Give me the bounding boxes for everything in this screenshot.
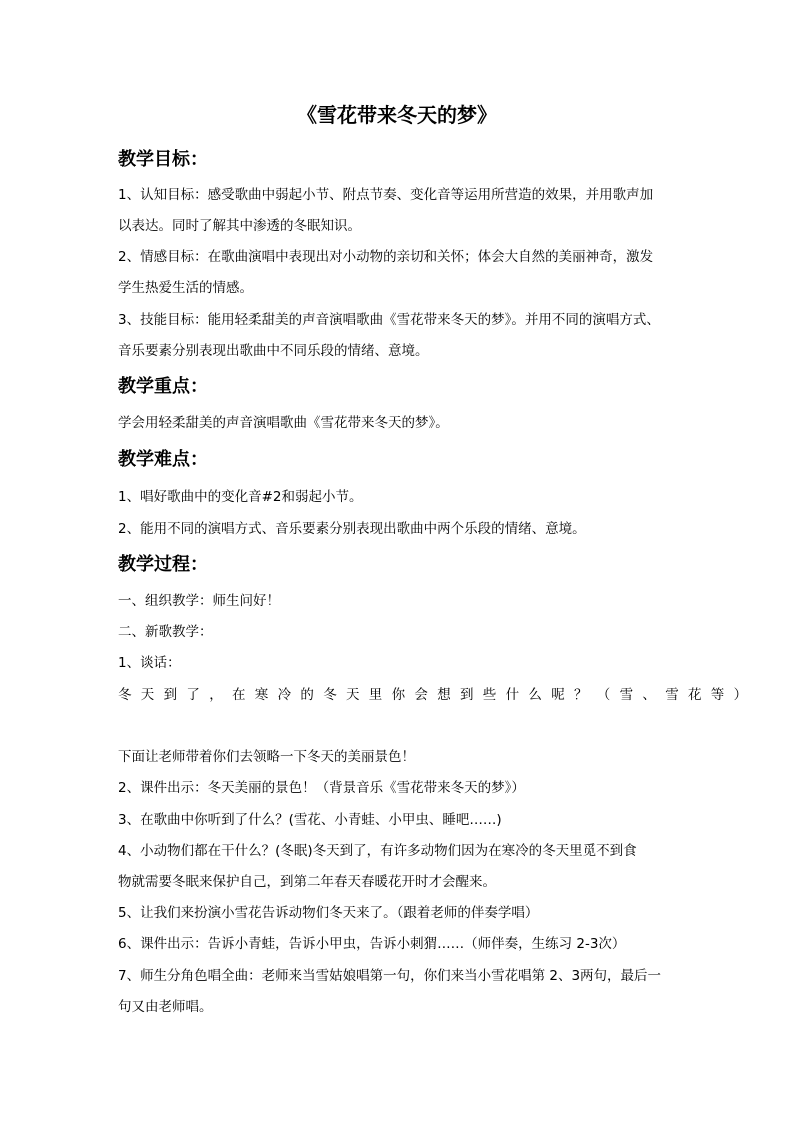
difficulty-2: 2、能用不同的演唱方式、音乐要素分别表现出歌曲中两个乐段的情绪、意境。 bbox=[118, 521, 586, 537]
key-point-1: 学会用轻柔甜美的声音演唱歌曲《雪花带来冬天的梦》。 bbox=[118, 415, 449, 431]
process-sing-line-2: 句又由老师唱。 bbox=[118, 999, 213, 1015]
process-step-2: 二、新歌教学： bbox=[118, 624, 213, 640]
goal-2-line-1: 2、情感目标：在歌曲演唱中表现出对小动物的亲切和关怀；体会大自然的美丽神奇，激发 bbox=[118, 249, 654, 265]
process-courseware-2: 6、课件出示：告诉小青蛙，告诉小甲虫，告诉小刺猬……（师伴奏，生练习 2-3次） bbox=[118, 936, 626, 952]
process-role-play: 5、让我们来扮演小雪花告诉动物们冬天来了。（跟着老师的伴奏学唱） bbox=[118, 905, 539, 921]
heading-teaching-goals: 教学目标： bbox=[118, 149, 208, 170]
document-title: 《雪花带来冬天的梦》 bbox=[297, 103, 497, 127]
goal-3-line-2: 音乐要素分别表现出歌曲中不同乐段的情绪、意境。 bbox=[118, 343, 429, 359]
process-step-1: 一、组织教学：师生问好！ bbox=[118, 593, 280, 609]
heading-key-points: 教学重点： bbox=[118, 376, 208, 397]
goal-1-line-2: 以表达。同时了解其中渗透的冬眠知识。 bbox=[118, 218, 361, 234]
process-step-3: 1、谈话： bbox=[118, 655, 181, 671]
process-hibernation-line-2: 物就需要冬眠来保护自己，到第二年春天春暖花开时才会醒来。 bbox=[118, 874, 496, 890]
process-sing-line-1: 7、师生分角色唱全曲：老师来当雪姑娘唱第一句，你们来当小雪花唱第 2、3两句，最后一 bbox=[118, 968, 662, 984]
goal-2-line-2: 学生热爱生活的情感。 bbox=[118, 280, 253, 296]
goal-1-line-1: 1、认知目标：感受歌曲中弱起小节、附点节奏、变化音等运用所营造的效果，并用歌声加 bbox=[118, 187, 654, 203]
goal-3-line-1: 3、技能目标：能用轻柔甜美的声音演唱歌曲《雪花带来冬天的梦》。并用不同的演唱方式、 bbox=[118, 312, 660, 328]
process-hibernation-line-1: 4、小动物们都在干什么？(冬眠)冬天到了，有许多动物们因为在寒冷的冬天里觅不到食 bbox=[118, 843, 637, 859]
difficulty-1: 1、唱好歌曲中的变化音#2和弱起小节。 bbox=[118, 489, 363, 505]
heading-difficulties: 教学难点： bbox=[118, 449, 208, 470]
process-question: 3、在歌曲中你听到了什么？(雪花、小青蛙、小甲虫、睡吧……) bbox=[118, 812, 502, 828]
process-intro: 下面让老师带着你们去领略一下冬天的美丽景色！ bbox=[118, 749, 415, 765]
heading-teaching-process: 教学过程： bbox=[118, 554, 208, 575]
process-courseware-1: 2、课件出示：冬天美丽的景色！（背景音乐《雪花带来冬天的梦》） bbox=[118, 780, 525, 796]
process-dialogue: 冬天到了，在寒冷的冬天里你会想到些什么呢？（雪、雪花等） bbox=[118, 687, 757, 703]
